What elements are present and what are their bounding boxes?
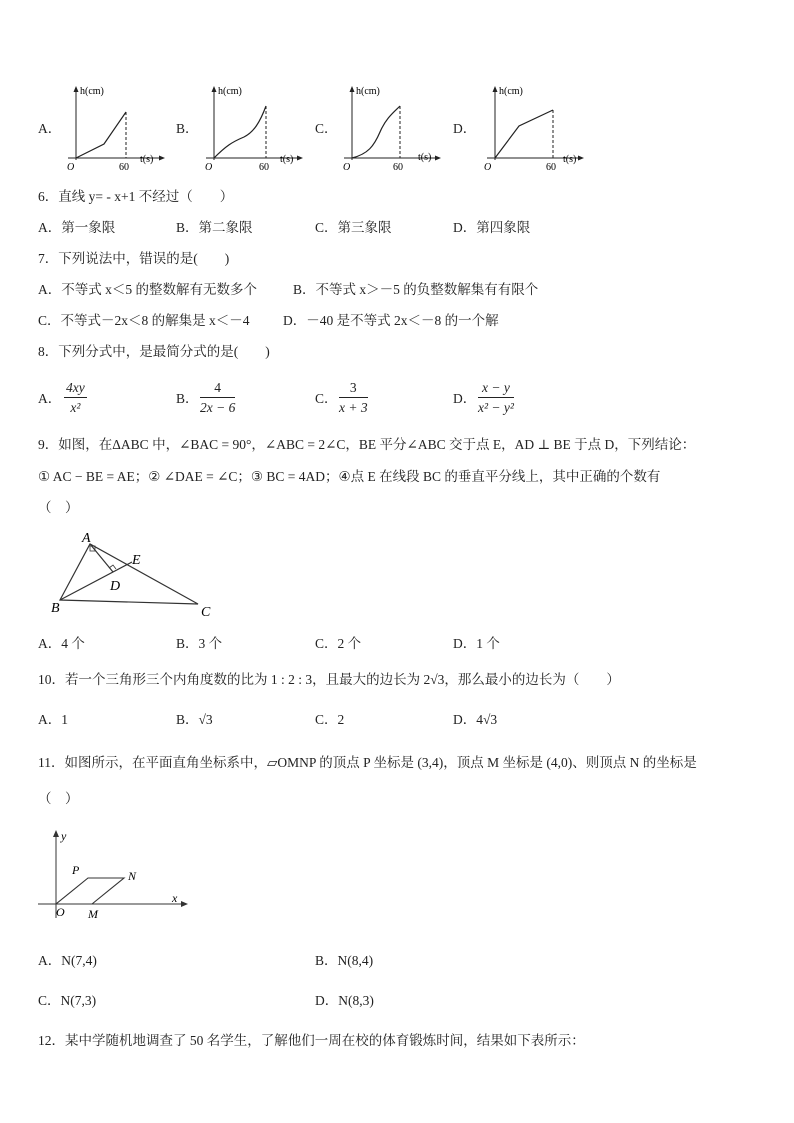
q9-option-d: D．1 个 (453, 636, 500, 651)
q5-b-xlabel: t(s) (280, 154, 294, 165)
q8-option-b-fraction (200, 381, 235, 414)
q8-d-numerator: x − y (478, 381, 514, 398)
q5-option-a-label: A． (38, 121, 62, 136)
q11-line-2: （ ） (38, 791, 79, 806)
q11-option-a: A．N(7,4) (38, 953, 97, 968)
q10-option-d: D．4√3 (453, 712, 498, 727)
q8-option-a-label: A． (38, 391, 62, 406)
q9-point-d: D (110, 579, 121, 594)
q8-c-numerator: 3 (339, 381, 368, 398)
q7-option-b: B．不等式 x＞－5 的负整数解集有有限个 (293, 282, 539, 297)
q7-option-c: C．不等式－2x＜8 的解集是 x＜－4 (38, 313, 250, 328)
q9-option-c: C．2 个 (315, 636, 362, 651)
q10-option-a: A．1 (38, 712, 68, 727)
q11-option-b: B．N(8,4) (315, 953, 374, 968)
q9-option-b: B．3 个 (176, 636, 223, 651)
q6-stem: 6．直线 y= - x+1 不经过（ ） (38, 189, 234, 204)
q9-point-b: B (51, 601, 60, 616)
q7-stem: 7．下列说法中，错误的是( ) (38, 251, 230, 266)
q5-graph-d (481, 82, 591, 172)
q8-option-a-fraction (64, 381, 87, 414)
q5-graph-c (338, 82, 448, 172)
q8-option-d-label: D． (453, 391, 477, 406)
q9-point-e: E (132, 553, 141, 568)
q5-a-tick: 60 (119, 162, 129, 172)
q5-a-xlabel: t(s) (140, 154, 154, 165)
q5-d-origin: O (484, 162, 492, 172)
q5-graph-b (200, 82, 310, 172)
q6-option-c: C．第三象限 (315, 220, 392, 235)
q9-point-a: A (82, 531, 91, 546)
q6-option-d: D．第四象限 (453, 220, 531, 235)
q9-option-a: A．4 个 (38, 636, 85, 651)
q11-option-d: D．N(8,3) (315, 993, 374, 1008)
q5-d-xlabel: t(s) (563, 154, 577, 165)
q8-c-denominator: x + 3 (339, 399, 368, 415)
q10-stem: 10．若一个三角形三个内角度数的比为 1 : 2 : 3，且最大的边长为 2√3，那么最小的边长为（ ） (38, 672, 620, 687)
q11-point-o: O (56, 905, 65, 919)
q9-line-1: 9．如图，在ΔABC 中，∠BAC = 90°，∠ABC = 2∠C，BE 平分∠ABC 交于点 E，AD ⊥ BE 于点 D，下列结论： (38, 437, 696, 452)
q5-b-origin: O (205, 162, 213, 172)
q5-d-tick: 60 (546, 162, 556, 172)
q11-line-1: 11．如图所示，在平面直角坐标系中，▱OMNP 的顶点 P 坐标是 (3,4)，顶点 M 坐标是 (4,0)、则顶点 N 的坐标是 (38, 755, 697, 770)
q11-axis-y: y (61, 829, 67, 843)
q9-triangle-figure (48, 530, 220, 622)
q9-line-2: ① AC − BE = AE；② ∠DAE = ∠C；③ BC = 4AD；④点 E 在线段 BC 的垂直平分线上，其中正确的个数有 (38, 469, 661, 484)
q8-a-denominator: x² (70, 399, 81, 415)
q8-option-b-label: B． (176, 391, 199, 406)
q6-option-b: B．第二象限 (176, 220, 253, 235)
q5-c-ylabel: h(cm) (356, 86, 380, 97)
q11-point-m: M (88, 907, 98, 921)
q8-d-denominator: x² − y² (478, 399, 514, 415)
q7-option-a: A．不等式 x＜5 的整数解有无数多个 (38, 282, 257, 297)
q8-option-c-label: C． (315, 391, 338, 406)
q9-line-3: （ ） (38, 500, 79, 515)
q5-b-ylabel: h(cm) (218, 86, 242, 97)
q5-d-ylabel: h(cm) (499, 86, 523, 97)
q10-option-b: B．√3 (176, 712, 213, 727)
q11-option-c: C．N(7,3) (38, 993, 97, 1008)
q5-c-xlabel: t(s) (418, 152, 432, 163)
q5-option-b-label: B． (176, 121, 199, 136)
q8-option-c-fraction (339, 381, 368, 414)
q8-option-d-fraction (478, 381, 514, 414)
q5-a-ylabel: h(cm) (80, 86, 104, 97)
q8-a-numerator: 4xy (64, 381, 87, 398)
q11-parallelogram-figure (34, 828, 194, 922)
q8-b-denominator: 2x − 6 (200, 399, 236, 415)
q12-stem: 12．某中学随机地调查了 50 名学生，了解他们一周在校的体育锻炼时间，结果如下表所示： (38, 1033, 585, 1048)
q11-point-n: N (128, 869, 137, 883)
q7-option-d: D．－40 是不等式 2x＜－8 的一个解 (283, 313, 499, 328)
q5-a-origin: O (67, 162, 75, 172)
q5-b-tick: 60 (259, 162, 269, 172)
q8-stem: 8．下列分式中，是最简分式的是( ) (38, 344, 270, 359)
q10-option-c: C．2 (315, 712, 345, 727)
q8-b-numerator: 4 (200, 381, 235, 398)
q11-point-p: P (72, 863, 80, 877)
q5-c-tick: 60 (393, 162, 403, 172)
q5-graph-a (62, 82, 172, 172)
q5-option-c-label: C． (315, 121, 338, 136)
q6-option-a: A．第一象限 (38, 220, 116, 235)
q11-axis-x: x (172, 891, 178, 905)
q9-point-c: C (201, 605, 211, 620)
q5-option-d-label: D． (453, 121, 477, 136)
q5-c-origin: O (343, 162, 351, 172)
